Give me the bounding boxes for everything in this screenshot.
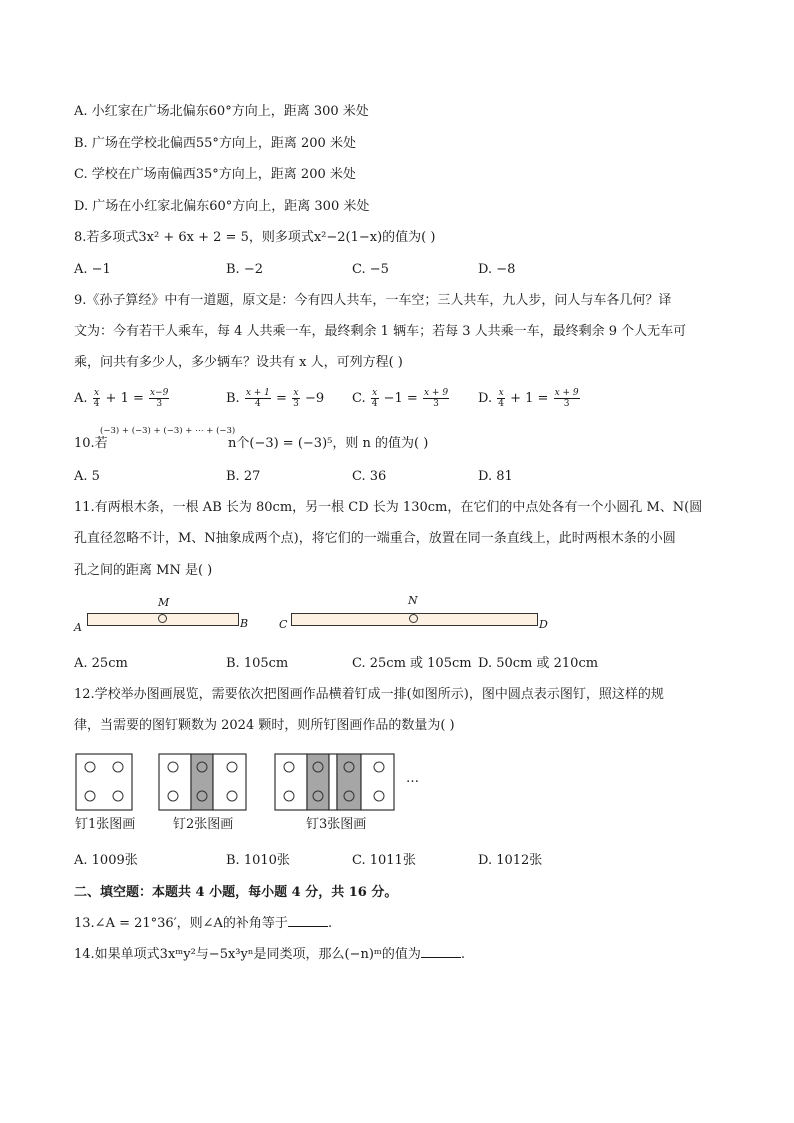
- q8-question: 8.若多项式3x² + 6x + 2 = 5，则多项式x²−2(1−x)的值为( ): [74, 230, 436, 245]
- q9-line-3: 乘，问共有多少人，多少辆车？设共有 x 人，可列方程( ): [74, 355, 403, 370]
- q10-option-a: A. 5: [74, 469, 100, 484]
- q12-line-2: 律，当需要的图钉颗数为 2024 颗时，则所钉图画作品的数量为( ): [74, 718, 455, 733]
- q11-line-2: 孔直径忽略不计，M、N抽象成两个点)，将它们的一端重合，放置在同一条直线上，此时两根木条的小圆: [74, 531, 676, 546]
- section-fill-in-blank-heading: 二、填空题：本题共 4 小题，每小题 4 分，共 16 分。: [74, 885, 398, 900]
- q10-option-d: D. 81: [478, 469, 513, 484]
- q12-line-1: 12.学校举办图画展览，需要依次把图画作品横着钉成一排(如图所示)，图中圆点表示图钉，照这样的规: [74, 687, 664, 702]
- q10-prefix: 10.若: [74, 436, 108, 451]
- q12-option-b: B. 1010张: [226, 853, 290, 868]
- q8-option-c: C. −5: [352, 262, 389, 277]
- q10-sum-expression: (−3) + (−3) + (−3) + ⋯ + (−3): [100, 426, 236, 436]
- q8-option-a: A. −1: [74, 262, 111, 277]
- three-paintings: [275, 754, 394, 810]
- q7-option-b: B. 广场在学校北偏西55°方向上，距离 200 米处: [74, 136, 356, 151]
- fraction: $\frac{x + 9}{3}$: [423, 388, 449, 409]
- q13-question: 13.∠A = 21°36′，则∠A的补角等于 .: [74, 916, 333, 931]
- answer-blank[interactable]: [421, 945, 461, 958]
- q10-question: n个(−3) = (−3)⁵，则 n 的值为( ): [228, 436, 429, 451]
- hole-m: [158, 614, 167, 623]
- q9-line-1: 9.《孙子算经》中有一道题，原文是：今有四人共车，一车空；三人共车，九人步，问人与车各几何？译: [74, 293, 672, 308]
- q9-line-2: 文为：今有若干人乘车，每 4 人共乘一车，最终剩余 1 辆车；若每 3 人共乘一车，最终剩余 9 个人无车可: [74, 324, 687, 339]
- q7-option-d: D. 广场在小红家北偏东60°方向上，距离 300 米处: [74, 199, 370, 214]
- q11-option-b: B. 105cm: [226, 656, 289, 671]
- answer-blank[interactable]: [288, 914, 328, 927]
- label-b: B: [240, 617, 249, 630]
- label-d: D: [539, 618, 548, 631]
- q12-option-a: A. 1009张: [74, 853, 138, 868]
- q12-option-c: C. 1011张: [352, 853, 416, 868]
- q10-option-c: C. 36: [352, 469, 387, 484]
- hole-n: [409, 614, 418, 623]
- q11-option-d: D. 50cm 或 210cm: [478, 656, 599, 671]
- fraction: $\frac{x}{3}$: [293, 388, 299, 409]
- q7-option-a: A. 小红家在广场北偏东60°方向上，距离 300 米处: [74, 104, 369, 119]
- q9-option-a: A. $\frac{x}{4}$ + 1 = $\frac{x-9}{3}$: [74, 388, 169, 409]
- q11-option-c: C. 25cm 或 105cm: [352, 656, 472, 671]
- fraction: $\frac{x}{4}$: [93, 388, 100, 409]
- figure-ellipsis: …: [406, 771, 419, 786]
- painting-nails-figure: [70, 750, 430, 815]
- q8-option-d: D. −8: [478, 262, 516, 277]
- q7-option-c: C. 学校在广场南偏西35°方向上，距离 200 米处: [74, 167, 356, 182]
- label-n: N: [408, 594, 418, 607]
- label-m: M: [158, 596, 170, 609]
- fraction: $\frac{x + 1}{4}$: [245, 388, 270, 409]
- q11-line-1: 11.有两根木条，一根 AB 长为 80cm，另一根 CD 长为 130cm，在它们的中点处各有一个小圆孔 M、N(圆: [74, 500, 703, 515]
- fraction: $\frac{x}{4}$: [498, 388, 504, 409]
- two-paintings: [159, 754, 246, 810]
- fraction: $\frac{x-9}{3}$: [150, 388, 169, 409]
- q8-option-b: B. −2: [226, 262, 263, 277]
- q9-option-d: D. $\frac{x}{4}$ + 1 = $\frac{x + 9}{3}$: [478, 388, 579, 409]
- q9-option-c: C. $\frac{x}{4}$ −1 = $\frac{x + 9}{3}$: [352, 388, 449, 409]
- q11-line-3: 孔之间的距离 MN 是( ): [74, 563, 213, 578]
- q14-question: 14.如果单项式3xᵐy²与−5x³yⁿ是同类项，那么(−n)ᵐ的值为 .: [74, 947, 466, 962]
- label-c: C: [279, 618, 288, 631]
- q10-option-b: B. 27: [226, 469, 261, 484]
- fraction: $\frac{x}{4}$: [371, 388, 378, 409]
- fraction: $\frac{x + 9}{3}$: [554, 388, 579, 409]
- q12-option-d: D. 1012张: [478, 853, 543, 868]
- caption-three-paintings: 钉3张图画: [306, 817, 367, 832]
- q11-option-a: A. 25cm: [74, 656, 128, 671]
- one-painting: [76, 754, 132, 810]
- label-a: A: [74, 621, 82, 634]
- caption-one-painting: 钉1张图画: [75, 817, 136, 832]
- caption-two-paintings: 钉2张图画: [173, 817, 234, 832]
- q9-option-b: B. $\frac{x + 1}{4}$ = $\frac{x}{3}$ −9: [226, 388, 325, 409]
